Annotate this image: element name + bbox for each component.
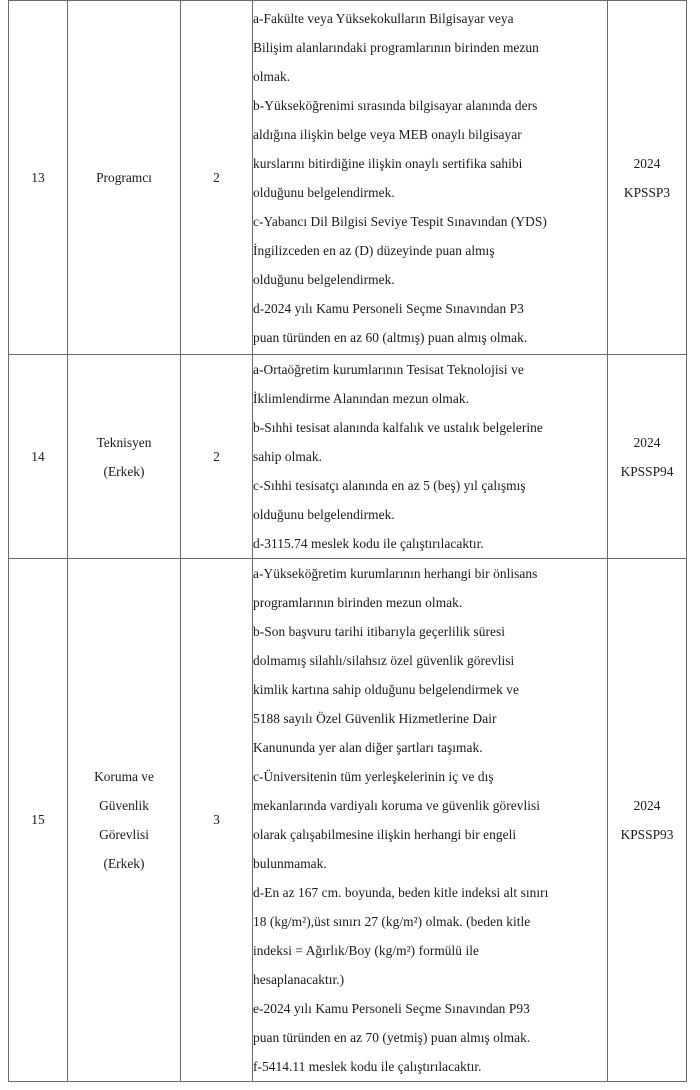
position-title-line: Koruma ve: [94, 769, 154, 784]
requirement-line: aldığına ilişkin belge veya MEB onaylı bilgisayar: [253, 126, 522, 142]
requirements-cell: [253, 559, 608, 1082]
requirement-line: puan türünden en az 70 (yetmiş) puan almış olmak.: [253, 1030, 531, 1045]
exam-score-type: KPSSP94: [620, 463, 674, 479]
position-title-cell: [68, 1, 181, 355]
requirement-line: bulunmamak.: [253, 856, 327, 871]
exam-reference-cell: [608, 1, 687, 355]
position-title-line: Teknisyen: [96, 434, 152, 450]
position-title-cell: [68, 559, 181, 1082]
table-row: [9, 355, 687, 559]
requirement-line: hesaplanacaktır.): [253, 972, 345, 987]
requirement-line: d-3115.74 meslek kodu ile çalıştırılacaktır.: [253, 536, 484, 551]
requirement-line: sahip olmak.: [253, 449, 323, 464]
requirement-line: olduğunu belgelendirmek.: [253, 507, 395, 522]
table-row: [9, 1, 687, 355]
requirement-line: Bilişim alanlarındaki programlarının birinden mezun: [253, 39, 539, 55]
requirement-line: olarak çalışabilmesine ilişkin herhangi bir engeli: [253, 827, 517, 842]
position-title-line: Programcı: [96, 170, 152, 185]
requirement-line: b-Sıhhi tesisat alanında kalfalık ve ustalık belgelerine: [253, 420, 543, 435]
requirement-line: 18 (kg/m²),üst sınırı 27 (kg/m²) olmak. (beden kitle: [253, 914, 531, 929]
position-title-cell: [68, 355, 181, 559]
position-count-cell: 3: [181, 559, 253, 1082]
requirement-line: e-2024 yılı Kamu Personeli Seçme Sınavından P93: [253, 1001, 530, 1016]
exam-reference-cell: [608, 355, 687, 559]
requirement-line: indeksi = Ağırlık/Boy (kg/m²) formülü ile: [253, 943, 479, 958]
position-requirements-table: [8, 0, 687, 1082]
requirement-line: Kanununda yer alan diğer şartları taşımak.: [253, 740, 483, 755]
requirement-line: İngilizceden en az (D) düzeyinde puan almış: [253, 242, 495, 258]
requirement-line: c-Üniversitenin tüm yerleşkelerinin iç ve dış: [253, 769, 494, 784]
position-title-line: (Erkek): [103, 856, 145, 871]
requirement-line: olduğunu belgelendirmek.: [253, 184, 395, 200]
requirement-line: programlarının birinden mezun olmak.: [253, 595, 463, 610]
position-title-line: (Erkek): [103, 463, 145, 479]
requirement-line: c-Sıhhi tesisatçı alanında en az 5 (beş) yıl çalışmış: [253, 478, 526, 493]
requirements-cell: [253, 1, 608, 355]
position-count-cell: 2: [181, 355, 253, 559]
requirement-line: d-2024 yılı Kamu Personeli Seçme Sınavından P3: [253, 300, 524, 316]
requirement-line: b-Yükseköğrenimi sırasında bilgisayar alanında ders: [253, 97, 538, 113]
row-number-cell: 13: [9, 1, 68, 355]
exam-reference-cell: [608, 559, 687, 1082]
row-number-cell: 14: [9, 355, 68, 559]
exam-year: 2024: [633, 798, 661, 813]
requirement-line: a-Yükseköğretim kurumlarının herhangi bir önlisans: [253, 566, 538, 581]
row-number-cell: 15: [9, 559, 68, 1082]
requirement-line: olduğunu belgelendirmek.: [253, 271, 395, 287]
requirement-line: puan türünden en az 60 (altmış) puan almış olmak.: [253, 329, 528, 345]
exam-score-type: KPSSP93: [620, 827, 674, 842]
requirement-line: d-En az 167 cm. boyunda, beden kitle indeksi alt sınırı: [253, 885, 549, 900]
requirement-line: c-Yabancı Dil Bilgisi Seviye Tespit Sınavından (YDS): [253, 213, 547, 229]
position-title-line: Güvenlik: [99, 798, 149, 813]
requirement-line: kurslarını bitirdiğine ilişkin onaylı sertifika sahibi: [253, 155, 523, 171]
requirement-line: a-Ortaöğretim kurumlarının Tesisat Teknolojisi ve: [253, 362, 524, 377]
requirement-line: mekanlarında vardiyalı koruma ve güvenlik görevlisi: [253, 798, 541, 813]
requirement-line: f-5414.11 meslek kodu ile çalıştırılacaktır.: [253, 1059, 482, 1074]
requirement-line: olmak.: [253, 68, 291, 84]
table-row: [9, 559, 687, 1082]
requirement-line: b-Son başvuru tarihi itibarıyla geçerlilik süresi: [253, 624, 505, 639]
requirement-line: a-Fakülte veya Yüksekokulların Bilgisayar veya: [253, 10, 514, 26]
position-title-line: Görevlisi: [99, 827, 149, 842]
exam-year: 2024: [633, 155, 661, 171]
requirement-line: kimlik kartına sahip olduğunu belgelendirmek ve: [253, 682, 520, 697]
position-count-cell: 2: [181, 1, 253, 355]
requirement-line: 5188 sayılı Özel Güvenlik Hizmetlerine Dair: [253, 711, 497, 726]
requirements-cell: [253, 355, 608, 559]
requirement-line: dolmamış silahlı/silahsız özel güvenlik görevlisi: [253, 653, 515, 668]
exam-year: 2024: [633, 434, 661, 450]
requirement-line: İklimlendirme Alanından mezun olmak.: [253, 391, 469, 406]
exam-score-type: KPSSP3: [623, 184, 671, 200]
